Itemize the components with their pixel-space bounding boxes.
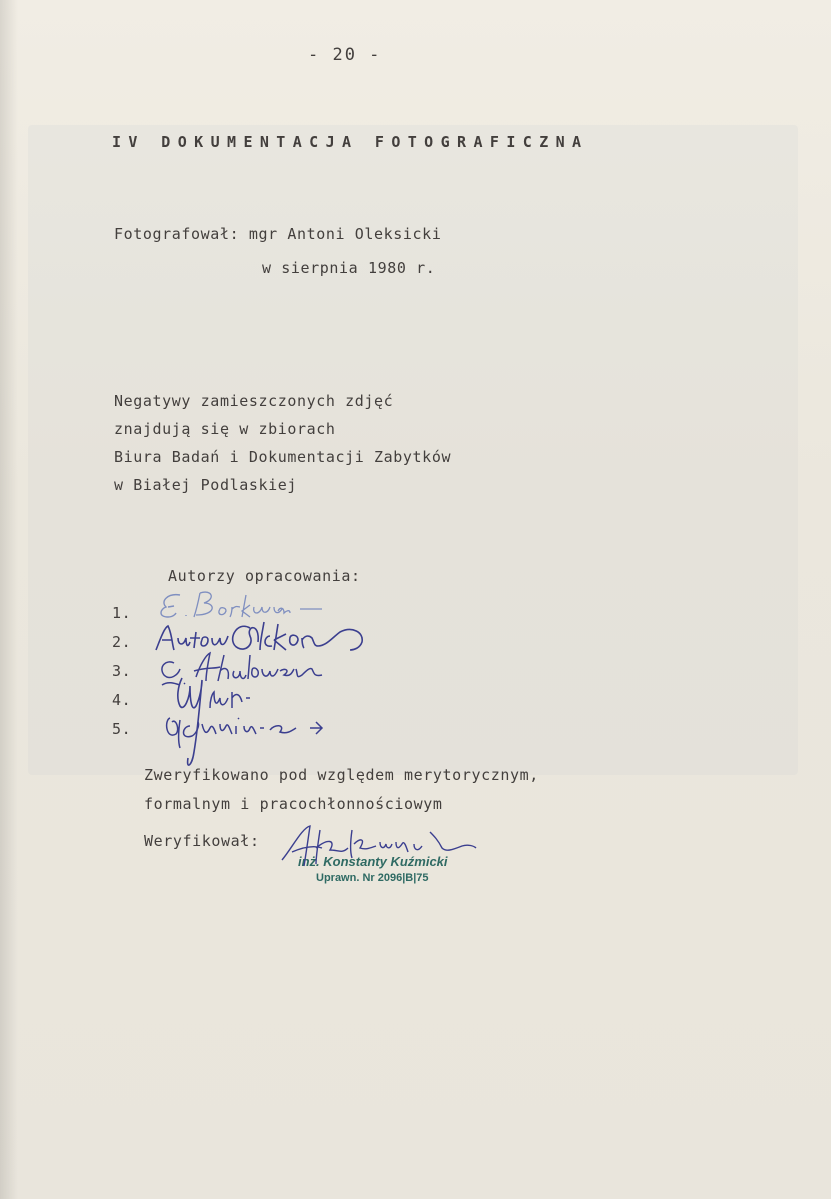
verification-line: formalnym i pracochłonnościowym	[144, 795, 443, 813]
negatives-line: Negatywy zamieszczonych zdjęć	[114, 392, 394, 410]
section-heading: IV DOKUMENTACJA FOTOGRAFICZNA	[112, 133, 589, 151]
negatives-line: w Białej Podlaskiej	[114, 476, 297, 494]
page-number: - 20 -	[308, 45, 382, 65]
author-number: 1.	[112, 604, 132, 622]
author-signature-5	[150, 700, 350, 770]
stamp-name: inż. Konstanty Kuźmicki	[298, 854, 448, 869]
stamp-license: Uprawn. Nr 2096|B|75	[316, 872, 429, 884]
author-number: 2.	[112, 633, 132, 651]
negatives-line: znajdują się w zbiorach	[114, 420, 336, 438]
authors-label: Autorzy opracowania:	[168, 567, 361, 585]
photographer-line: Fotografował: mgr Antoni Oleksicki	[114, 225, 442, 243]
author-number: 4.	[112, 691, 132, 709]
verification-line: Zweryfikowano pod względem merytorycznym,	[144, 766, 539, 784]
verifier-signature	[262, 818, 492, 878]
author-number: 5.	[112, 720, 132, 738]
author-number: 3.	[112, 662, 132, 680]
negatives-line: Biura Badań i Dokumentacji Zabytków	[114, 448, 452, 466]
verifier-label: Weryfikował:	[144, 832, 260, 850]
date-line: w sierpnia 1980 r.	[262, 259, 436, 277]
